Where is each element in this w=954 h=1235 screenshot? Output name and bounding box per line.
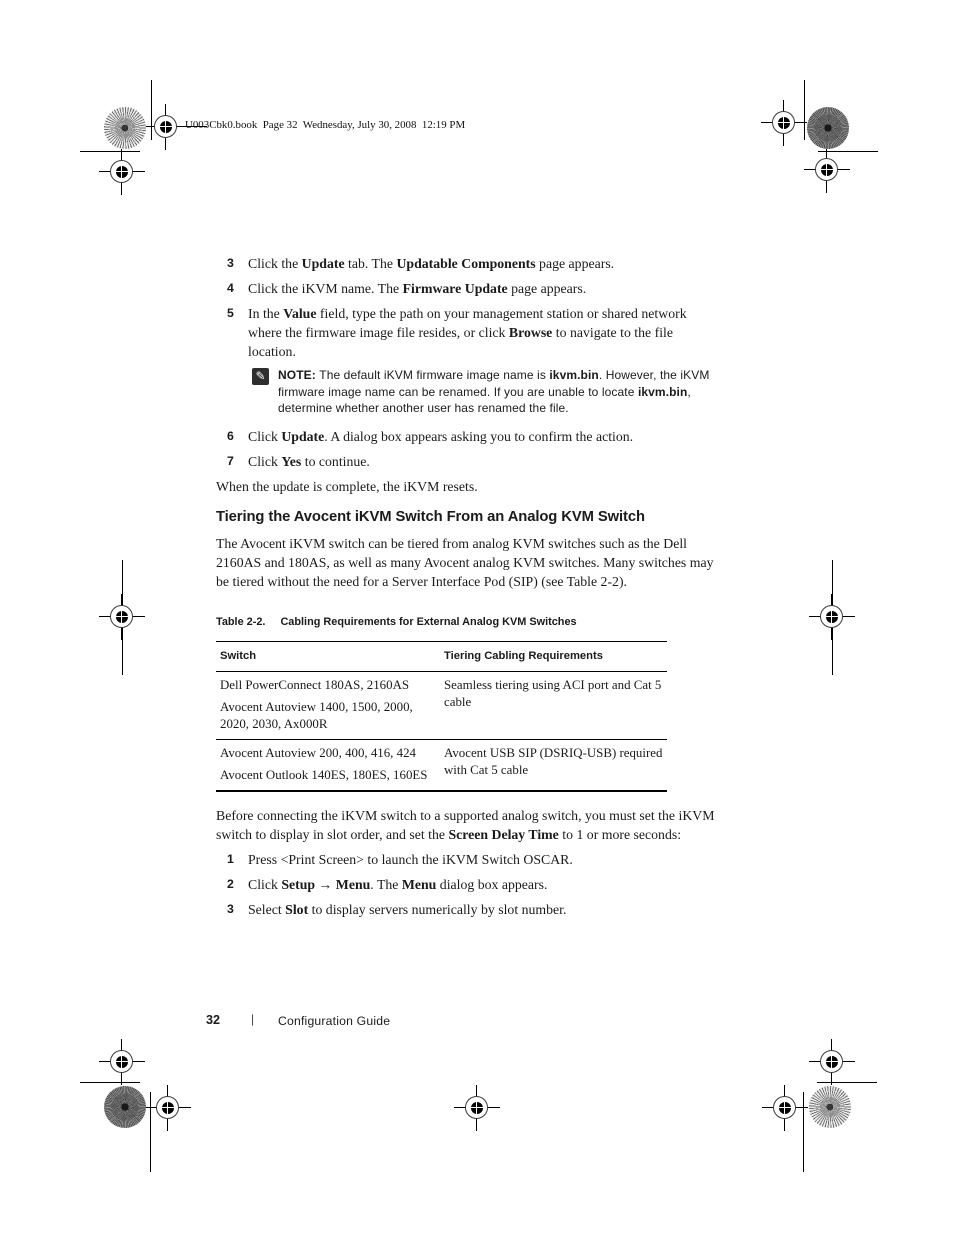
page-body (216, 254, 718, 925)
cell-line: Avocent Outlook 140ES, 180ES, 160ES (220, 768, 428, 783)
cell-line: Avocent Autoview 1400, 1500, 2000, 2020, 2030, Ax000R (220, 700, 413, 732)
registration-mark (454, 1085, 500, 1131)
step-number: 4 (227, 281, 234, 295)
cell-requirement (444, 740, 667, 790)
firmware-update-steps (216, 254, 718, 361)
registration-mark-line (160, 1107, 176, 1109)
step-text: Click the iKVM name. The Firmware Update page appears. (248, 281, 587, 296)
registration-mark-line (824, 1061, 840, 1063)
halftone-calibration-dot (104, 107, 146, 149)
step-number: 2 (227, 876, 234, 891)
paragraph-before-connect: Before connecting the iKVM switch to a supported analog switch, you must set the iKVM switch to display in slot order, and set the Screen Delay Time to 1 or more seconds: (216, 807, 715, 842)
registration-mark (99, 1039, 145, 1085)
cell-line: Seamless tiering using ACI port and Cat 5 cable (444, 678, 662, 710)
table-caption-text: Cabling Requirements for External Analog KVM Switches (280, 615, 577, 628)
registration-mark (99, 594, 145, 640)
column-header-requirements: Tiering Cabling Requirements (444, 650, 603, 663)
list-item (216, 900, 718, 919)
print-job-header: U003Cbk0.book Page 32 Wednesday, July 30, 2008 12:19 PM (185, 119, 466, 131)
cell-line: Avocent USB SIP (DSRIQ-USB) required with Cat 5 cable (444, 746, 663, 778)
cell-line: Dell PowerConnect 180AS, 2160AS (220, 678, 410, 693)
cabling-requirements-table (216, 641, 667, 792)
footer-separator: | (251, 1012, 255, 1026)
step-number: 5 (227, 306, 234, 320)
halftone-calibration-dot (809, 1086, 851, 1128)
list-item (216, 304, 718, 361)
list-item (216, 850, 718, 869)
footer-doc-title: Configuration Guide (278, 1014, 391, 1028)
table-caption (216, 613, 718, 632)
registration-mark (145, 1085, 191, 1131)
section-heading-tiering: Tiering the Avocent iKVM Switch From an Analog KVM Switch (216, 508, 645, 525)
step-text: Click the Update tab. The Updatable Components page appears. (248, 256, 615, 271)
list-item (216, 279, 718, 298)
registration-mark (762, 1085, 808, 1131)
table-caption-label: Table 2-2. (216, 615, 266, 628)
step-text: Press <Print Screen> to launch the iKVM Switch OSCAR. (248, 851, 573, 867)
step-text: Select Slot to display servers numerically by slot number. (248, 901, 567, 917)
note-text: NOTE: The default iKVM firmware image name is ikvm.bin. However, the iKVM firmware image name can be renamed. If you are unable to locate ikvm.bin, determine whether another user has renamed the file. (278, 368, 710, 416)
registration-mark-line (819, 169, 835, 171)
registration-mark-line (777, 1107, 793, 1109)
cell-line: Avocent Autoview 200, 400, 416, 424 (220, 746, 416, 761)
list-item (216, 254, 718, 273)
paragraph-update-complete: When the update is complete, the iKVM resets. (216, 478, 478, 494)
step-number: 6 (227, 428, 234, 443)
registration-mark (804, 147, 850, 193)
step-text: In the Value field, type the path on your management station or shared network where the firmware image file resides, or click Browse to navigate to the file location. (248, 306, 687, 359)
step-number: 1 (227, 851, 234, 866)
table-rule-bottom (216, 790, 667, 792)
registration-mark (761, 100, 807, 146)
step-text: Click Update. A dialog box appears asking you to confirm the action. (248, 428, 634, 444)
registration-mark-line (776, 122, 792, 124)
registration-mark-line (114, 1061, 130, 1063)
note-callout (252, 367, 718, 417)
cell-switch (216, 672, 444, 739)
table-row (216, 740, 667, 790)
registration-mark-line (114, 171, 130, 173)
registration-mark (143, 104, 189, 150)
note-pencil-icon: ✎ (252, 368, 269, 385)
list-item (216, 452, 718, 471)
registration-mark-line (114, 616, 130, 618)
paragraph-tiering-intro: The Avocent iKVM switch can be tiered from analog KVM switches such as the Dell 2160AS and 180AS, as well as many Avocent analog KVM switches. Many switches may be tiered without the need for a Server Interface Pod (SIP) (see Table 2-2). (216, 535, 714, 589)
registration-mark (99, 149, 145, 195)
halftone-calibration-dot (807, 107, 849, 149)
registration-mark-line (469, 1107, 485, 1109)
halftone-calibration-dot (104, 1086, 146, 1128)
column-header-switch: Switch (220, 650, 257, 663)
registration-mark (809, 1039, 855, 1085)
list-item (216, 875, 718, 894)
table-header-row (216, 642, 667, 671)
registration-mark (809, 594, 855, 640)
step-text: Click Setup → Menu. The Menu dialog box appears. (248, 876, 548, 892)
step-number: 3 (227, 901, 234, 916)
step-text: Click Yes to continue. (248, 453, 370, 469)
confirm-steps (216, 427, 718, 471)
registration-mark-line (824, 616, 840, 618)
cell-requirement (444, 672, 667, 739)
step-number: 7 (227, 453, 234, 468)
registration-mark-line (158, 126, 174, 128)
cell-switch (216, 740, 444, 790)
page-number: 32 (206, 1013, 221, 1027)
step-number: 3 (227, 256, 234, 270)
table-row (216, 672, 667, 739)
list-item (216, 427, 718, 446)
oscar-steps (216, 850, 718, 919)
